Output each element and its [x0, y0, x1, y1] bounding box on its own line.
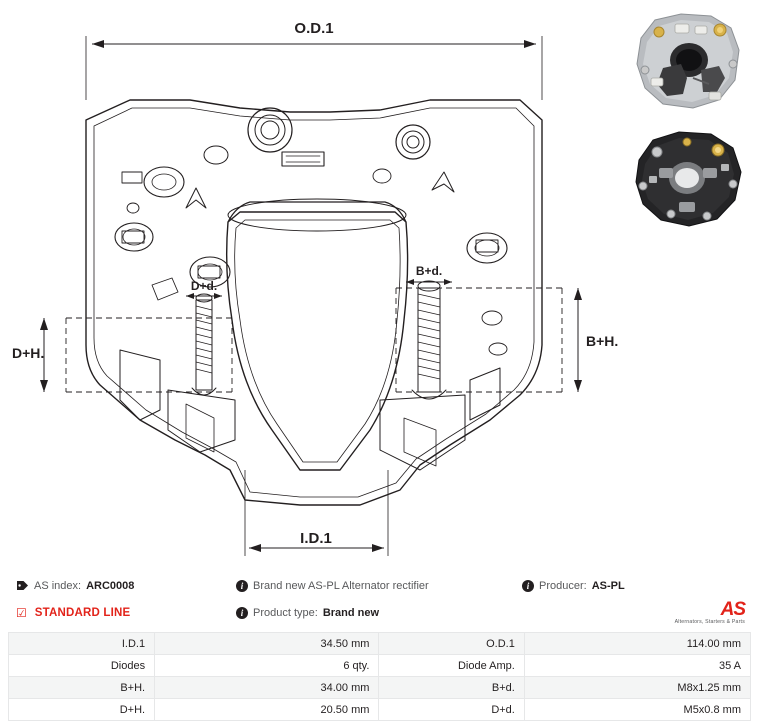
as-index-label: AS index:: [34, 579, 82, 592]
producer-value: AS-PL: [591, 579, 625, 592]
spec-key: D+H.: [9, 699, 155, 721]
product-type-cell: [236, 607, 522, 619]
spec-value: 6 qty.: [155, 655, 379, 677]
as-index-cell: [0, 580, 236, 592]
as-index-value: ARC0008: [86, 579, 135, 592]
dim-bd-label: B+d.: [415, 264, 443, 278]
info-row-2: [0, 599, 759, 626]
standard-line-cell: [0, 606, 236, 620]
product-type-label: Product type:: [253, 606, 318, 619]
description-cell: [236, 580, 522, 592]
spec-key: B+H.: [9, 677, 155, 699]
dim-bh-label: B+H.: [586, 333, 619, 349]
dim-id1-label: I.D.1: [300, 530, 332, 547]
info-row-1: [0, 572, 759, 599]
table-row: [9, 633, 751, 655]
check-icon: ☑: [16, 605, 27, 620]
spec-key: O.D.1: [379, 633, 524, 655]
spec-value: 35 A: [524, 655, 750, 677]
dim-dd-label: D+d.: [190, 279, 218, 293]
dim-dh-label: D+H.: [12, 345, 45, 361]
tag-icon: [16, 580, 29, 591]
producer-label: Producer:: [539, 579, 587, 592]
table-row: [9, 699, 751, 721]
spec-value: 114.00 mm: [524, 633, 750, 655]
spec-value: M8x1.25 mm: [524, 677, 750, 699]
spec-value: 34.00 mm: [155, 677, 379, 699]
product-photos: [623, 8, 753, 240]
spec-value: 20.50 mm: [155, 699, 379, 721]
spec-value: 34.50 mm: [155, 633, 379, 655]
info-icon: i: [236, 607, 248, 619]
table-row: [9, 677, 751, 699]
info-icon: i: [236, 580, 248, 592]
rectifier-photo-top[interactable]: [623, 8, 751, 118]
dim-od1-label: O.D.1: [294, 20, 334, 37]
spec-key: Diodes: [9, 655, 155, 677]
aspl-logo: [675, 600, 745, 625]
description-text: Brand new AS-PL Alternator rectifier: [253, 579, 429, 592]
spec-key: I.D.1: [9, 633, 155, 655]
table-row: [9, 655, 751, 677]
standard-line-label: STANDARD LINE: [34, 606, 131, 619]
spec-value: M5x0.8 mm: [524, 699, 750, 721]
product-type-value: Brand new: [322, 606, 380, 619]
info-strip: [0, 572, 759, 630]
rectifier-photo-bottom[interactable]: [623, 124, 751, 234]
producer-cell: [522, 580, 743, 592]
info-icon: i: [522, 580, 534, 592]
spec-key: D+d.: [379, 699, 524, 721]
aspl-logo-mark: AS: [720, 599, 745, 620]
spec-key: B+d.: [379, 677, 524, 699]
spec-key: Diode Amp.: [379, 655, 524, 677]
aspl-logo-subtitle: Alternators, Starters & Parts: [674, 619, 745, 625]
specs-table: [8, 632, 751, 721]
